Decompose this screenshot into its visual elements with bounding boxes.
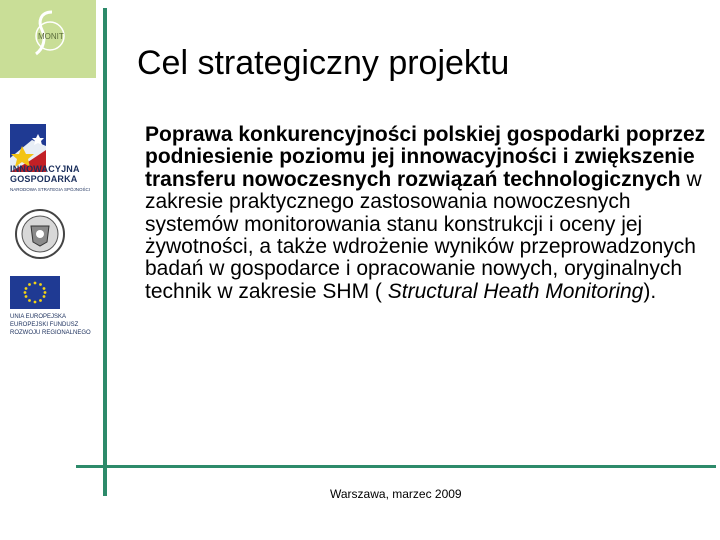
body-end-text: ). (643, 279, 657, 303)
eu-caption-line2: EUROPEJSKI FUNDUSZ (10, 322, 79, 328)
monit-logo (0, 0, 96, 78)
body-italic-text: Structural Heath Monitoring (387, 279, 644, 303)
body-normal-text: w zakresie praktycznego zastosowania nowoczesnych systemów monitorowania stanu konstrukcji i oceny jej żywotności, a także wdrożenie wyników przeprowadzonych badań w gospodarce i opracowanie nowych, oryginalnych technik w zakresie SHM ( (145, 167, 702, 303)
eu-caption (10, 313, 91, 337)
ig-name: INNOWACYJNA GOSPODARKA (10, 164, 80, 184)
logo-text: MONIT (38, 32, 64, 41)
body-paragraph (145, 124, 715, 303)
monit-logo-icon (22, 8, 72, 68)
footer-text: Warszawa, marzec 2009 (330, 487, 462, 501)
eu-flag (10, 276, 60, 309)
ig-subtitle: NARODOWA STRATEGIA SPÓJNOŚCI (10, 187, 91, 192)
eu-stars-icon (10, 276, 60, 309)
eu-caption-line1: UNIA EUROPEJSKA (10, 314, 67, 320)
vertical-divider (103, 8, 107, 496)
horizontal-divider (76, 465, 716, 468)
body-bold-text: Poprawa konkurencyjności polskiej gospodarki poprzez podniesienie poziomu jej innowacyjności i zwiększenie transferu nowoczesnych rozwiązań technologicznych (145, 123, 706, 191)
slide-title: Cel strategiczny projektu (137, 44, 510, 82)
university-seal-icon (14, 208, 66, 260)
eu-caption-line3: ROZWOJU REGIONALNEGO (10, 330, 91, 336)
